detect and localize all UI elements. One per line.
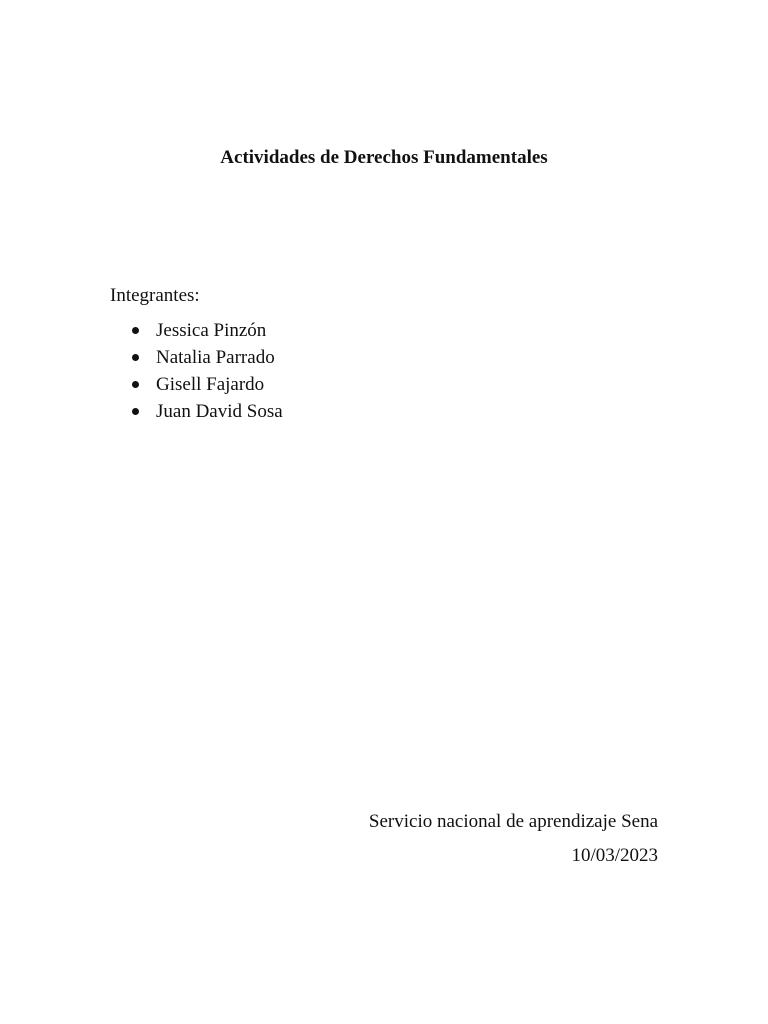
list-item xyxy=(110,317,283,344)
member-name: Juan David Sosa xyxy=(156,401,283,422)
bullet-icon xyxy=(132,381,139,388)
bullet-icon xyxy=(132,354,139,361)
document-date: 10/03/2023 xyxy=(571,845,658,866)
institution-name: Servicio nacional de aprendizaje Sena xyxy=(368,811,658,832)
member-name: Jessica Pinzón xyxy=(156,320,267,341)
member-name: Gisell Fajardo xyxy=(156,374,265,395)
bullet-icon xyxy=(132,408,139,415)
members-label: Integrantes: xyxy=(110,285,200,306)
list-item xyxy=(110,371,283,398)
members-list xyxy=(110,317,283,425)
list-item xyxy=(110,398,283,425)
document-title: Actividades de Derechos Fundamentales xyxy=(220,147,548,168)
list-item xyxy=(110,344,283,371)
bullet-icon xyxy=(132,327,139,334)
member-name: Natalia Parrado xyxy=(156,347,275,368)
